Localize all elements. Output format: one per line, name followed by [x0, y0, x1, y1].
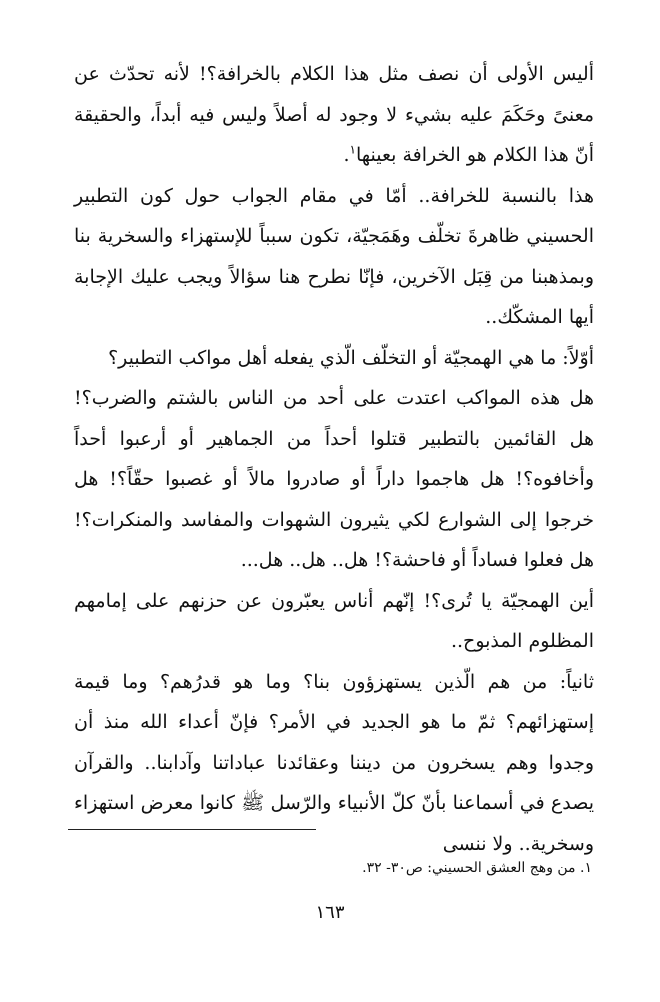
paragraph-3 — [74, 338, 594, 379]
paragraph-text: أوّلاً: ما هي الهمجيّة أو التخلّف الّذي يفعله أهل مواكب التطبير؟ — [108, 346, 594, 369]
paragraph-text: هذا بالنسبة للخرافة.. أمّا في مقام الجواب حول كون التطبير الحسيني ظاهرةَ تخلّف وهَمَجيّة، تكون سبباً للإستهزاء والسخرية بنا وبمذهبنا من قِبَل الآخرين، فإنّا نطرح هنا سؤالاً ويجب عليك الإجابة أيها المشكّك.. — [74, 184, 594, 328]
footnote-text: من وهج العشق الحسيني: ص٣٠- ٣٢. — [362, 860, 576, 876]
footnote — [362, 860, 592, 876]
paragraph-text: أليس الأولى أن نصف مثل هذا الكلام بالخرافة؟! لأنه تحدّث عن معنىً وحَكَمَ عليه بشيء لا وجود له أصلاً وليس فيه أبداً، والحقيقة أنّ هذا الكلام هو الخرافة بعينها — [74, 63, 594, 166]
paragraph-text: هل هذه المواكب اعتدت على أحد من الناس بالشتم والضرب؟! هل القائمين بالتطبير قتلوا أحداً من الجماهير أو أرعبوا أحداً وأخافوه؟! هل هاجموا داراً أو صادروا مالاً أو غصبوا حقّاً؟! هل خرجوا إلى الشوارع لكي يثيرون الشهوات والمفاسد والمنكرات؟! هل فعلوا فساداً أو فاحشة؟! هل.. هل.. هل... — [74, 387, 594, 571]
paragraph-2 — [74, 176, 594, 338]
page-number: ١٦٣ — [315, 902, 345, 923]
paragraph-6 — [74, 662, 594, 865]
paragraph-4 — [74, 378, 594, 581]
footnote-reference[interactable]: ١ — [349, 142, 356, 157]
paragraph-text: ثانياً: من هم الّذين يستهزؤون بنا؟ وما هو قدرُهم؟ وما قيمة إستهزائهم؟ ثمّ ما هو الجديد في الأمر؟ فإنّ أعداء الله منذ أن وجدوا وهم يسخرون من ديننا وعقائدنا عباداتنا وآدابنا.. والقرآن يصدع في أسماعنا بأنّ كلّ الأنبياء والرّسل ﷺ كانوا معرض استهزاء وسخرية.. ولا ننسى — [74, 670, 594, 855]
paragraph-5 — [74, 581, 594, 662]
paragraph-text: أين الهمجيّة يا تُرى؟! إنّهم أناس يعبّرون عن حزنهم على إمامهم المظلوم المذبوح.. — [74, 589, 594, 652]
paragraph-1: أليس الأولى أن نصف مثل هذا الكلام بالخرافة؟! لأنه تحدّث عن معنىً وحَكَمَ عليه بشيء لا وجود له أصلاً وليس فيه أبداً، والحقيقة أنّ هذا الكلام هو الخرافة بعينها$^١$. — [74, 63, 594, 166]
footnote-divider — [68, 829, 316, 830]
footnote-marker: ١. — [580, 860, 592, 876]
